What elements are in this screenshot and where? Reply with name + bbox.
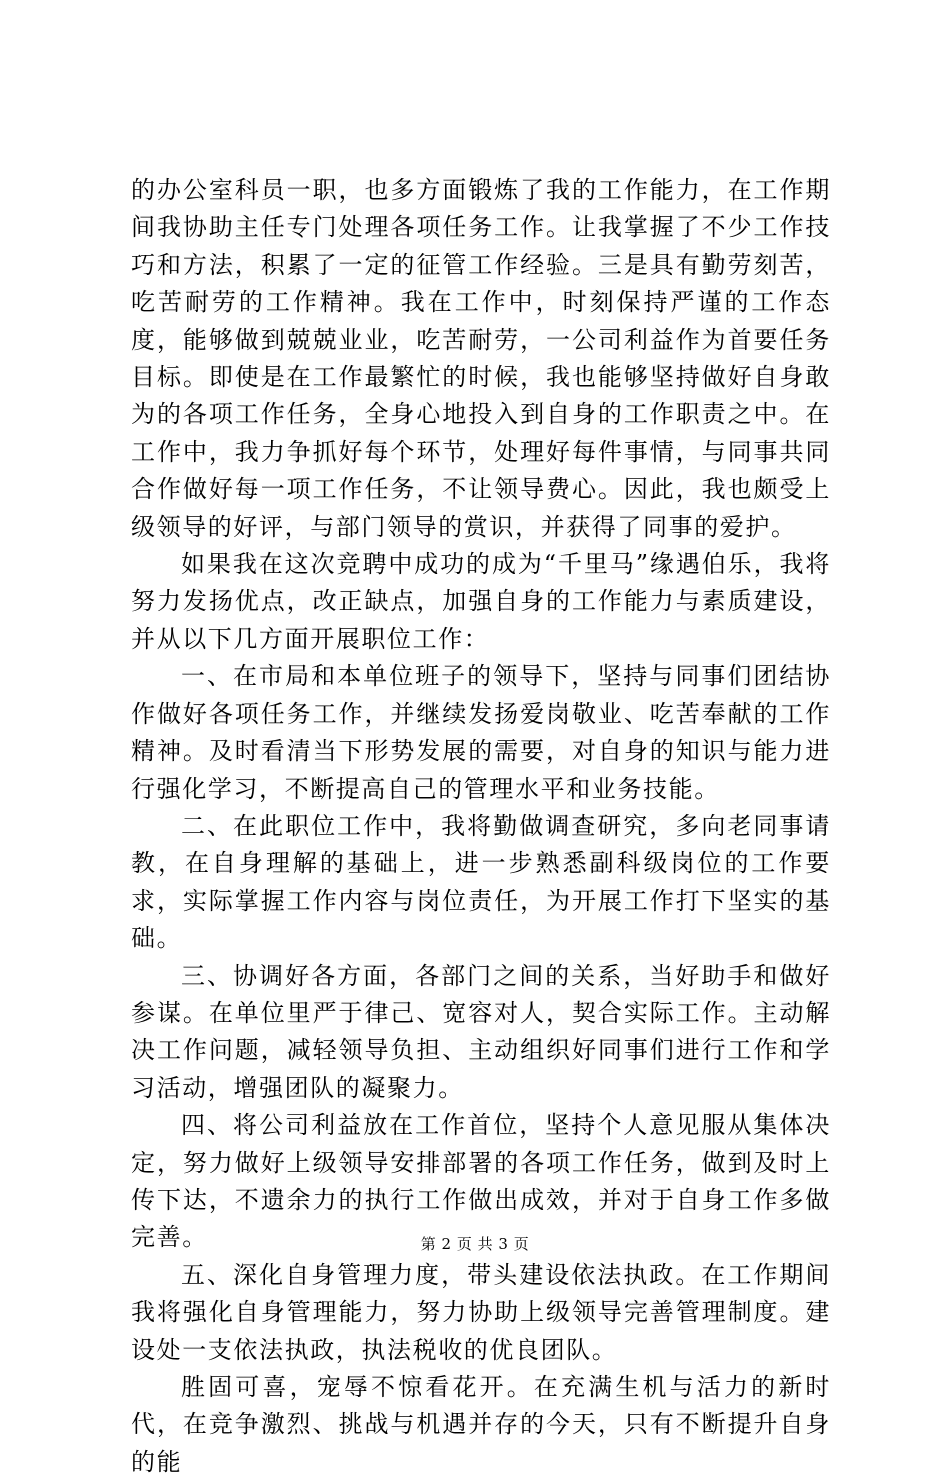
paragraph-1: 的办公室科员一职，也多方面锻炼了我的工作能力，在工作期间我协助主任专门处理各项任务工作。让我掌握了不少工作技巧和方法，积累了一定的征管工作经验。三是具有勤劳刻苦，吃苦耐劳的工作精神。我在工作中，时刻保持严谨的工作态度，能够做到兢兢业业，吃苦耐劳，一公司利益作为首要任务目标。即使是在工作最繁忙的时候，我也能够坚持做好自身敢为的各项工作任务，全身心地投入到自身的工作职责之中。在工作中，我力争抓好每个环节，处理好每件事情，与同事共同合作做好每一项工作任务，不让领导费心。因此，我也颇受上级领导的好评，与部门领导的赏识，并获得了同事的爱护。 <box>131 176 831 541</box>
paragraph-6: 四、将公司利益放在工作首位，坚持个人意见服从集体决定，努力做好上级领导安排部署的各项工作任务，做到及时上传下达，不遗余力的执行工作做出成效，并对于自身工作多做完善。 <box>131 1111 831 1252</box>
paragraph-8: 胜固可喜，宠辱不惊看花开。在充满生机与活力的新时代，在竞争激烈、挑战与机遇并存的今天，只有不断提升自身的能 <box>131 1373 831 1476</box>
paragraph-3: 一、在市局和本单位班子的领导下，坚持与同事们团结协作做好各项任务工作，并继续发扬爱岗敬业、吃苦奉献的工作精神。及时看清当下形势发展的需要，对自身的知识与能力进行强化学习，不断提高自己的管理水平和业务技能。 <box>131 662 831 803</box>
paragraph-7: 五、深化自身管理力度，带头建设依法执政。在工作期间我将强化自身管理能力，努力协助上级领导完善管理制度。建设处一支依法执政，执法税收的优良团队。 <box>131 1260 831 1364</box>
document-body <box>131 172 831 1481</box>
paragraph-4: 二、在此职位工作中，我将勤做调查研究，多向老同事请教，在自身理解的基础上，进一步熟悉副科级岗位的工作要求，实际掌握工作内容与岗位责任，为开展工作打下坚实的基础。 <box>131 811 831 953</box>
page-number-footer: 第 2 页 共 3 页 <box>420 1235 530 1253</box>
paragraph-5: 三、协调好各方面，各部门之间的关系，当好助手和做好参谋。在单位里严于律己、宽容对人，契合实际工作。主动解决工作问题，减轻领导负担、主动组织好同事们进行工作和学习活动，增强团队的凝聚力。 <box>131 961 831 1102</box>
paragraph-2: 如果我在这次竞聘中成功的成为“千里马”缘遇伯乐，我将努力发扬优点，改正缺点，加强自身的工作能力与素质建设，并从以下几方面开展职位工作： <box>131 550 831 653</box>
